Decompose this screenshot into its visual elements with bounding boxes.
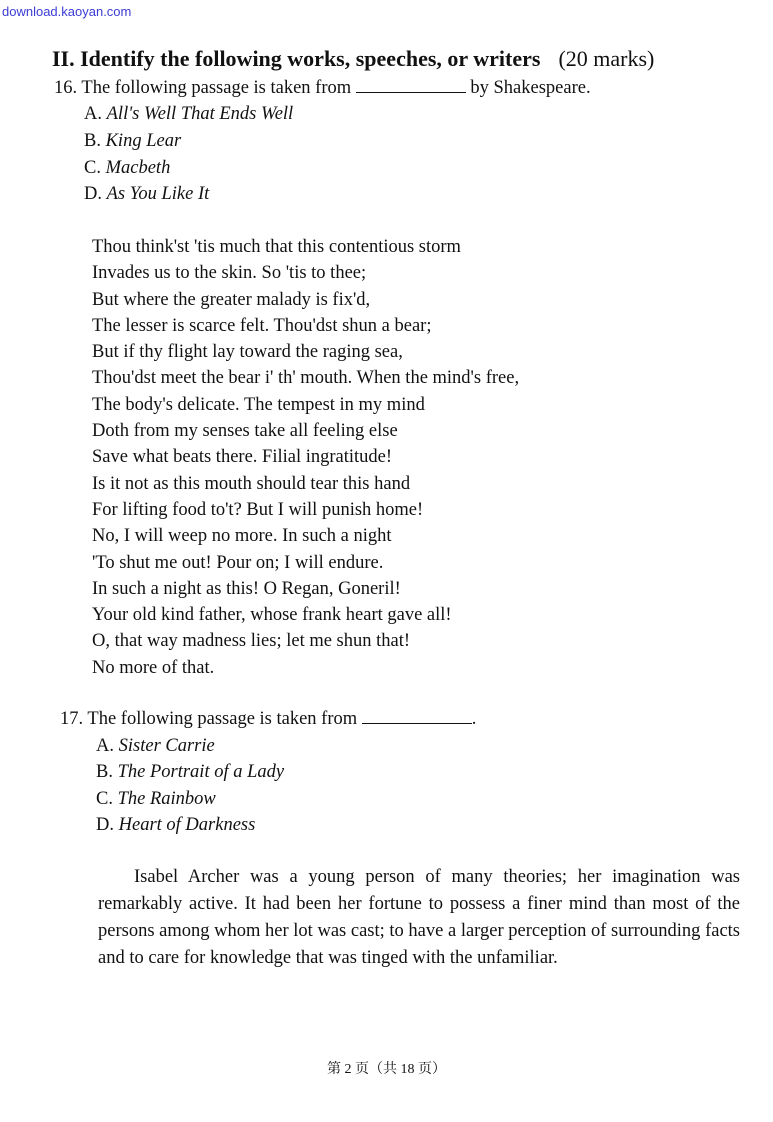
passage-line: The body's delicate. The tempest in my mind bbox=[92, 394, 425, 415]
section-title: II. Identify the following works, speeches, or writers bbox=[52, 46, 541, 71]
option-16-b: B. King Lear bbox=[84, 131, 182, 151]
passage-line: Your old kind father, whose frank heart gave all! bbox=[92, 605, 452, 626]
passage-line: No, I will weep no more. In such a night bbox=[92, 526, 392, 547]
option-17-b: B. The Portrait of a Lady bbox=[96, 762, 285, 782]
passage-line: Save what beats there. Filial ingratitude! bbox=[92, 447, 393, 468]
passage-line: But if thy flight lay toward the raging sea, bbox=[92, 342, 403, 363]
passage-line: No more of that. bbox=[92, 657, 215, 678]
option-16-d: D. As You Like It bbox=[84, 184, 210, 204]
section-heading bbox=[52, 46, 732, 72]
option-17-c: C. The Rainbow bbox=[96, 789, 216, 809]
passage-line: The lesser is scarce felt. Thou'dst shun a bear; bbox=[92, 315, 432, 336]
page-number: 第 2 页（共 18 页） bbox=[327, 1062, 446, 1077]
option-17-d: D. Heart of Darkness bbox=[96, 815, 256, 835]
option-16-c: C. Macbeth bbox=[84, 158, 171, 178]
passage-line: Doth from my senses take all feeling else bbox=[92, 421, 398, 442]
passage-line: But where the greater malady is fix'd, bbox=[92, 289, 371, 310]
passage-line: 'To shut me out! Pour on; I will endure. bbox=[92, 552, 384, 573]
passage-line: Invades us to the skin. So 'tis to thee; bbox=[92, 263, 367, 284]
question-17-stem: 17. The following passage is taken from . bbox=[60, 709, 477, 729]
passage-line: Thou think'st 'tis much that this contentious storm bbox=[92, 237, 461, 257]
passage-17: Isabel Archer was a young person of many theories; her imagination was remarkably active. It had been her fortune to possess a finer mind than most of the persons among whom her lot was cast; to have a larger perception of surrounding facts and to care for knowledge that was tinged with the unfamiliar. bbox=[98, 867, 740, 968]
passage-16 bbox=[92, 234, 519, 681]
option-16-a: A. All's Well That Ends Well bbox=[84, 104, 294, 124]
passage-line: O, that way madness lies; let me shun that! bbox=[92, 631, 411, 652]
passage-line: Thou'dst meet the bear i' th' mouth. When the mind's free, bbox=[92, 368, 520, 389]
passage-line: For lifting food to't? But I will punish home! bbox=[92, 499, 424, 520]
section-marks: (20 marks) bbox=[558, 46, 655, 71]
passage-line: In such a night as this! O Regan, Goneril! bbox=[92, 578, 401, 599]
option-17-a: A. Sister Carrie bbox=[96, 736, 215, 756]
question-16-stem: 16. The following passage is taken from by Shakespeare. bbox=[54, 78, 591, 98]
answer-blank bbox=[362, 709, 472, 724]
answer-blank bbox=[356, 78, 466, 93]
passage-line: Is it not as this mouth should tear this hand bbox=[92, 473, 411, 494]
source-watermark: download.kaoyan.com bbox=[2, 4, 132, 19]
